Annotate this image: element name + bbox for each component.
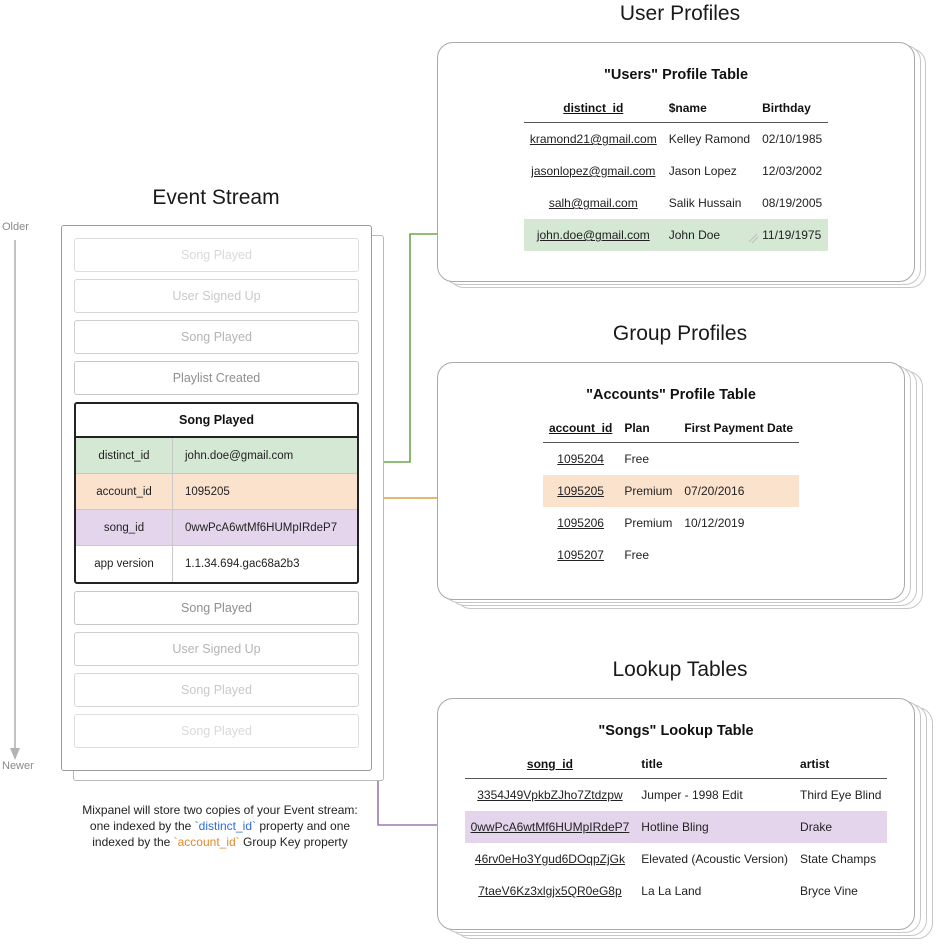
table-row[interactable] <box>524 187 828 219</box>
cell-account-id: 1095204 <box>557 452 604 466</box>
table-row[interactable] <box>543 443 799 476</box>
event-property-row-song-id <box>76 510 357 546</box>
table-header-row <box>543 417 799 443</box>
cell-artist: Bryce Vine <box>800 884 858 898</box>
cell-artist: Drake <box>794 811 887 843</box>
event-property-value: 1095205 <box>185 485 230 498</box>
cell-first-payment-date: 07/20/2016 <box>678 475 799 507</box>
list-item[interactable]: Song Played <box>74 238 359 272</box>
event-stream-box <box>61 225 372 771</box>
cell-birthday: 12/03/2002 <box>762 164 823 178</box>
cell-birthday: 08/19/2005 <box>762 196 823 210</box>
caption-line-3-suffix: Group Key property <box>239 835 348 849</box>
list-item[interactable]: Song Played <box>74 591 359 625</box>
accounts-profile-panel <box>437 362 927 612</box>
event-property-row-app-version <box>76 546 357 582</box>
cell-first-payment-date: 10/12/2019 <box>684 516 745 530</box>
event-property-value: 1.1.34.694.gac68a2b3 <box>185 558 300 570</box>
column-header-birthday: Birthday <box>756 97 828 123</box>
timeline-label-older: Older <box>2 221 29 233</box>
list-item[interactable]: Song Played <box>74 320 359 354</box>
cell-song-id: 7taeV6Kz3xlgjx5QR0eG8p <box>478 884 622 898</box>
column-header-name: $name <box>663 97 756 123</box>
users-profile-panel <box>437 42 927 287</box>
list-item[interactable]: User Signed Up <box>74 279 359 313</box>
section-title-event-stream: Event Stream <box>152 186 280 209</box>
cell-name: John Doe <box>663 219 756 251</box>
cell-title: Hotline Bling <box>635 811 794 843</box>
column-header-distinct-id: distinct_id <box>524 97 663 123</box>
cell-title: Jumper - 1998 Edit <box>641 788 743 802</box>
table-row[interactable] <box>524 123 828 156</box>
list-item[interactable]: User Signed Up <box>74 632 359 666</box>
cell-distinct-id: kramond21@gmail.com <box>529 132 657 146</box>
cell-plan: Premium <box>618 475 678 507</box>
event-stream-stack <box>61 225 386 783</box>
event-property-value: john.doe@gmail.com <box>185 449 294 462</box>
event-property-key: account_id <box>76 474 173 509</box>
cell-distinct-id: john.doe@gmail.com <box>524 219 663 251</box>
table-header-row <box>465 753 888 779</box>
songs-lookup-card <box>437 698 915 930</box>
event-property-key: distinct_id <box>76 438 173 473</box>
event-property-value: 0wwPcA6wtMf6HUMpIRdeP7 <box>185 521 338 534</box>
list-item[interactable]: Playlist Created <box>74 361 359 395</box>
cell-account-id: 1095206 <box>557 516 604 530</box>
cell-song-id: 46rv0eHo3Ygud6DOqpZjGk <box>474 852 625 866</box>
caption-code-account-id: `account_id` <box>173 835 240 849</box>
cell-first-payment-date <box>678 539 799 571</box>
table-header-row <box>524 97 828 123</box>
event-property-key: song_id <box>76 510 173 545</box>
cell-name: Salik Hussain <box>668 196 742 210</box>
column-header-song-id: song_id <box>465 753 636 779</box>
cell-plan: Free <box>624 452 649 466</box>
section-title-group-profiles: Group Profiles <box>612 322 748 345</box>
songs-table <box>465 753 888 907</box>
cell-distinct-id: jasonlopez@gmail.com <box>531 164 656 178</box>
users-table-title: "Users" Profile Table <box>603 67 749 83</box>
column-header-account-id: account_id <box>543 417 618 443</box>
column-header-plan: Plan <box>618 417 678 443</box>
diagram-caption <box>40 802 400 850</box>
accounts-profile-card <box>437 362 905 600</box>
cell-name: Kelley Ramond <box>668 132 751 146</box>
cell-artist: Third Eye Blind <box>800 788 882 802</box>
column-header-first-payment-date: First Payment Date <box>678 417 799 443</box>
accounts-table-title: "Accounts" Profile Table <box>586 387 756 403</box>
list-item[interactable]: Song Played <box>74 714 359 748</box>
timeline-label-newer: Newer <box>2 760 34 772</box>
caption-code-distinct-id: `distinct_id` <box>194 819 257 833</box>
event-property-row-distinct-id <box>76 438 357 474</box>
table-row-highlighted[interactable] <box>524 219 828 251</box>
cell-name: Jason Lopez <box>668 164 737 178</box>
songs-table-title: "Songs" Lookup Table <box>598 723 754 739</box>
table-row[interactable] <box>524 155 828 187</box>
cell-distinct-id: salh@gmail.com <box>548 196 638 210</box>
table-row-highlighted[interactable] <box>465 811 888 843</box>
cell-birthday: 02/10/1985 <box>762 132 823 146</box>
expanded-event-name: Song Played <box>76 404 357 438</box>
cell-first-payment-date <box>678 443 799 476</box>
table-row[interactable] <box>543 539 799 571</box>
table-row[interactable] <box>465 779 888 812</box>
column-header-artist: artist <box>794 753 887 779</box>
section-title-user-profiles: User Profiles <box>619 2 741 25</box>
accounts-table <box>543 417 799 571</box>
songs-lookup-panel <box>437 698 937 948</box>
cell-birthday: 11/19/1975 <box>756 219 828 251</box>
cell-plan: Free <box>624 548 649 562</box>
event-property-key: app version <box>76 546 173 582</box>
caption-line-3-prefix: indexed by the <box>92 835 174 849</box>
section-title-lookup-tables: Lookup Tables <box>612 658 748 681</box>
cell-song-id: 3354J49VpkbZJho7Ztdzpw <box>477 788 623 802</box>
expanded-event-card[interactable] <box>74 402 359 584</box>
table-row[interactable] <box>465 843 888 875</box>
cell-account-id: 1095207 <box>557 548 604 562</box>
table-row[interactable] <box>465 875 888 907</box>
cell-title: La La Land <box>641 884 702 898</box>
list-item[interactable]: Song Played <box>74 673 359 707</box>
cell-account-id: 1095205 <box>543 475 618 507</box>
cell-title: Elevated (Acoustic Version) <box>641 852 789 866</box>
users-table <box>524 97 828 251</box>
event-property-row-account-id <box>76 474 357 510</box>
users-profile-card <box>437 42 915 282</box>
table-row-highlighted[interactable] <box>543 475 799 507</box>
cell-song-id: 0wwPcA6wtMf6HUMpIRdeP7 <box>465 811 636 843</box>
caption-line-1: Mixpanel will store two copies of your Event stream: <box>82 803 358 817</box>
cell-artist: State Champs <box>800 852 877 866</box>
caption-line-2-suffix: property and one <box>256 819 351 833</box>
column-header-title: title <box>635 753 794 779</box>
table-row[interactable] <box>543 507 799 539</box>
caption-line-2-prefix: one indexed by the <box>89 819 195 833</box>
cell-plan: Premium <box>624 516 673 530</box>
